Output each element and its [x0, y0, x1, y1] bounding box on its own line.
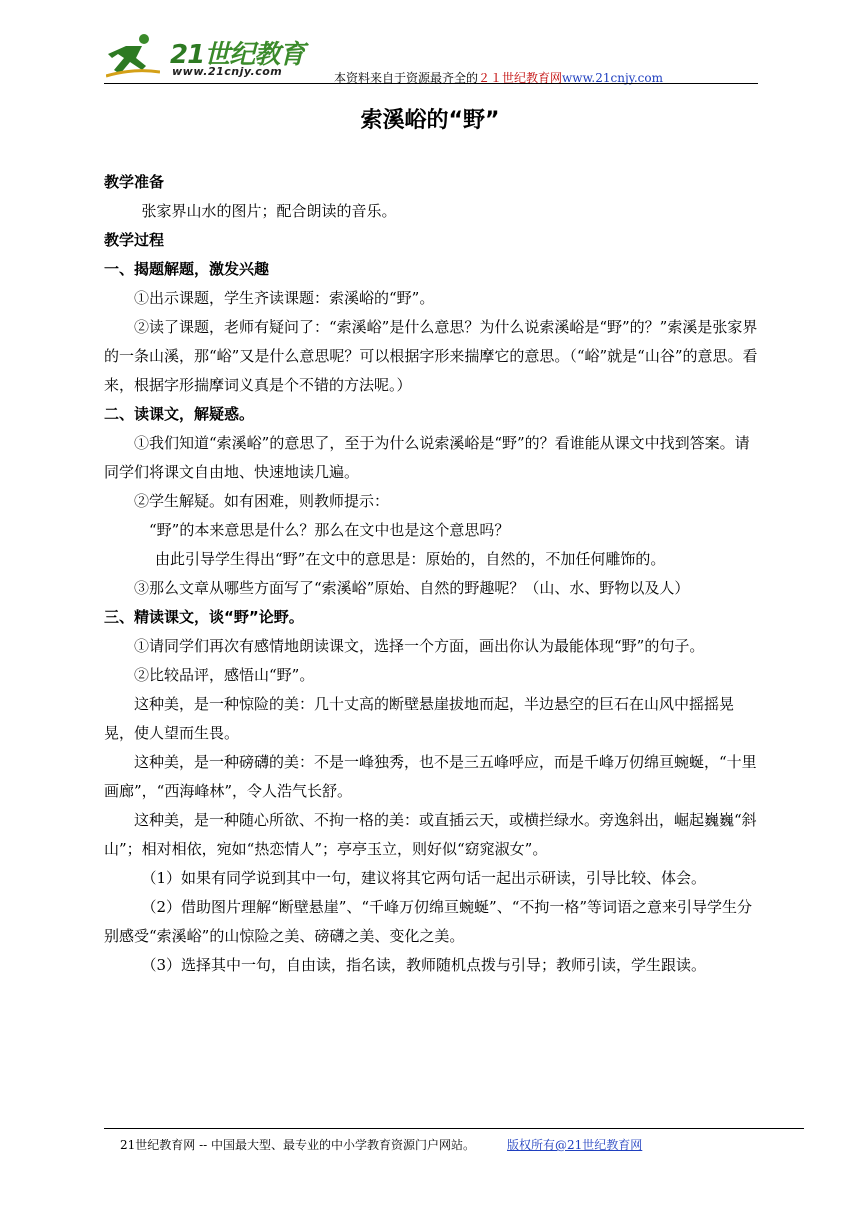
paragraph: ③那么文章从哪些方面写了“索溪峪”原始、自然的野趣呢？（山、水、野物以及人） — [134, 579, 690, 597]
site-logo — [104, 28, 314, 84]
paragraph: 这种美，是一种磅礴的美：不是一峰独秀，也不是三五峰呼应，而是千峰万仞绵亘蜿蜒，“十里画廊”，“西海峰林”，令人浩气长舒。 — [104, 753, 757, 800]
section-heading: 教学过程 — [104, 231, 165, 249]
document-body — [104, 168, 758, 980]
paragraph: ②比较品评，感悟山“野”。 — [134, 666, 315, 684]
page-header — [104, 28, 758, 84]
header-brand-link[interactable]: ２１世纪教育网 — [478, 71, 563, 85]
header-source-text: 本资料来自于资源最齐全的２１世纪教育网www.21cnjy.com — [334, 71, 663, 85]
section-heading: 教学准备 — [104, 173, 165, 191]
paragraph: 张家界山水的图片；配合朗读的音乐。 — [141, 202, 397, 220]
footer-text: 21世纪教育网 -- 中国最大型、最专业的中小学教育资源门户网站。 — [120, 1138, 476, 1152]
paragraph: 这种美，是一种随心所欲、不拘一格的美：或直插云天，或横拦绿水。旁逸斜出，崛起巍巍“斜山”；相对相依，宛如“热恋情人”；亭亭玉立，则好似“窈窕淑女”。 — [104, 811, 757, 858]
section-heading: 二、读课文，解疑惑。 — [104, 405, 255, 423]
paragraph: 由此引导学生得出“野”在文中的意思是：原始的，自然的，不加任何雕饰的。 — [155, 550, 666, 568]
paragraph: （2）借助图片理解“断壁悬崖”、“千峰万仞绵亘蜿蜒”、“不拘一格”等词语之意来引导学生分别感受“索溪峪”的山惊险之美、磅礴之美、变化之美。 — [104, 898, 753, 945]
section-heading: 三、精读课文，谈“野”论野。 — [104, 608, 304, 626]
paragraph: ①出示课题，学生齐读课题：索溪峪的“野”。 — [134, 289, 435, 307]
document-title: 索溪峪的“野” — [360, 108, 500, 133]
paragraph: 这种美，是一种惊险的美：几十丈高的断壁悬崖拔地而起，半边悬空的巨石在山风中摇摇晃晃，使人望而生畏。 — [104, 695, 735, 742]
paragraph: （3）选择其中一句，自由读，指名读，教师随机点拨与引导；教师引读，学生跟读。 — [141, 956, 707, 974]
paragraph: ①我们知道“索溪峪”的意思了，至于为什么说索溪峪是“野”的？看谁能从课文中找到答案。请同学们将课文自由地、快速地读几遍。 — [104, 434, 750, 481]
logo-title: 21世纪教育 — [170, 40, 305, 70]
paragraph: ②读了课题，老师有疑问了：“索溪峪”是什么意思？为什么说索溪峪是“野”的？”索溪是张家界的一条山溪，那“峪”又是什么意思呢？可以根据字形来揣摩它的意思。（“峪”就是“山谷”的意思。看来，根据字形揣摩词义真是个不错的方法呢。） — [104, 318, 758, 394]
runner-logo-icon — [106, 32, 160, 78]
footer-divider — [104, 1128, 804, 1129]
paragraph: ②学生解疑。如有困难，则教师提示： — [134, 492, 390, 510]
header-divider — [104, 83, 758, 84]
copyright-link[interactable]: 版权所有@21世纪教育网 — [507, 1138, 643, 1152]
page-footer — [120, 1136, 642, 1153]
header-url-link[interactable]: www.21cnjy.com — [562, 71, 663, 85]
paragraph: “野”的本来意思是什么？那么在文中也是这个意思吗？ — [149, 521, 510, 539]
paragraph: （1）如果有同学说到其中一句，建议将其它两句话一起出示研读，引导比较、体会。 — [141, 869, 707, 887]
logo-url: www.21cnjy.com — [172, 65, 283, 78]
section-heading: 一、揭题解题，激发兴趣 — [104, 260, 270, 278]
paragraph: ①请同学们再次有感情地朗读课文，选择一个方面，画出你认为最能体现“野”的句子。 — [134, 637, 705, 655]
